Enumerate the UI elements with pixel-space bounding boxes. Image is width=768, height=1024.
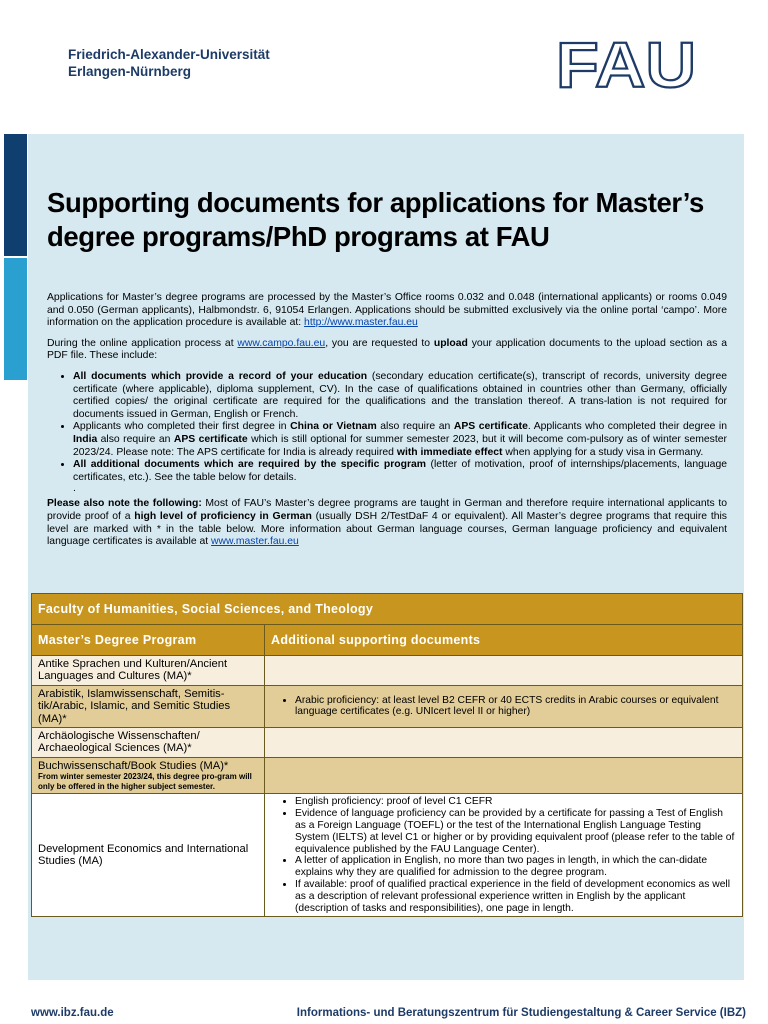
fau-logo — [556, 38, 696, 90]
list-item: • A letter of application in English, no more than two pages in length, in which the can-didate explains why they are qualified for admission to the degree program. — [295, 855, 736, 879]
table-row — [32, 685, 743, 727]
master-link[interactable]: http://www.master.fau.eu — [304, 317, 418, 329]
program-name: Antike Sprachen und Kulturen/Ancient Languages and Cultures (MA)* — [32, 656, 265, 686]
university-name-line2: Erlangen-Nürnberg — [68, 64, 192, 79]
list-item: • Applicants who completed their first degree in China or Vietnam also require an APS certificate. Applicants who completed their degree in India also require an APS certificate which is still optional for summer semester 2023, but it will become com-pulsory as of winter semester 2023/24. Please note: The APS certificate for India is already required with immediate effect when applying for a study visa in Germany. — [73, 421, 727, 459]
campo-link[interactable]: www.campo.fau.eu — [237, 337, 326, 349]
table-row — [32, 728, 743, 758]
list-item: • Arabic proficiency: at least level B2 CEFR or 40 ECTS credits in Arabic courses or equivalent language certificates (e.g. UNIcert level II or higher) — [295, 695, 736, 719]
list-item: • Evidence of language proficiency can be provided by a certificate for passing a Test of English as a Foreign Language (TOEFL) or the test of the International English Language Testing System (IELTS) at level C1 or higher or by providing equivalent proof (please refer to the table of equivalence published by the FAU Language Center). — [295, 808, 736, 855]
program-note: From winter semester 2023/24, this degree pro-gram will only be offered in the higher subject semester. — [38, 772, 252, 791]
intro-paragraph-2: During the online application process at www.campo.fau.eu, you are requested to upload your application documents to the upload section as a PDF file. These include: — [47, 337, 727, 362]
list-item: • English proficiency: proof of level C1 CEFR — [295, 796, 736, 808]
programs-table — [31, 593, 743, 917]
accent-stripe-navy — [4, 134, 27, 256]
table-row — [32, 757, 743, 794]
column-header-documents: Additional supporting documents — [265, 625, 743, 656]
program-documents — [265, 656, 743, 686]
trailing-dot: . — [73, 483, 76, 495]
body-text — [47, 292, 727, 557]
column-header-program: Master’s Degree Program — [32, 625, 265, 656]
svg-text:FAU: FAU — [556, 38, 696, 90]
master-fau-link[interactable]: www.master.fau.eu — [211, 536, 299, 548]
university-name — [68, 46, 270, 80]
program-name: Archäologische Wissenschaften/ Archaeological Sciences (MA)* — [32, 728, 265, 758]
table-header-row — [32, 625, 743, 656]
program-documents — [265, 794, 743, 917]
table-row — [32, 656, 743, 686]
accent-stripe-cyan — [4, 258, 27, 380]
footer-website[interactable]: www.ibz.fau.de — [31, 1007, 114, 1019]
intro-paragraph-1: Applications for Master’s degree programs are processed by the Master’s Office rooms 0.032 and 0.048 (international applicants) or rooms 0.049 and 0.050 (German applicants), Halbmondstr. 6, 91054 Erlangen. Applications should be submitted exclusively via the online portal ‘campo’. More information on the application procedure is available at: http://www.master.fau.eu — [47, 292, 727, 329]
university-name-line1: Friedrich-Alexander-Universität — [68, 47, 270, 62]
list-item: • All additional documents which are required by the specific program (letter of motivation, proof of internships/placements, language certificates, etc.). See the table below for details. — [73, 459, 727, 484]
table-row — [32, 794, 743, 917]
documents-list — [47, 371, 727, 484]
program-documents — [265, 728, 743, 758]
program-documents — [265, 757, 743, 794]
program-documents — [265, 685, 743, 727]
page-title: Supporting documents for applications for Master’s degree programs/PhD programs at FAU — [47, 187, 704, 252]
list-item: • If available: proof of qualified practical experience in the field of development economics as well as a description of relevant professional experience written in English by the applicant (description of tasks and responsibilities), one page in length. — [295, 879, 736, 914]
program-name: Arabistik, Islamwissenschaft, Semitis-tik/Arabic, Islamic, and Semitic Studies (MA)* — [32, 685, 265, 727]
footer-center-name: Informations- und Beratungszentrum für Studiengestaltung & Career Service (IBZ) — [296, 1007, 746, 1019]
note-paragraph: Please also note the following: Most of FAU’s Master’s degree programs are taught in German and therefore require international applicants to provide proof of a high level of proficiency in German (usually DSH 2/TestDaF 4 or equivalent). All Master’s degree programs that require this level are marked with * in the table below. More information about German language courses, German language proficiency and equivalent language certificates is available at www.master.fau.eu — [47, 498, 727, 548]
faculty-header: Faculty of Humanities, Social Sciences, and Theology — [32, 594, 743, 625]
list-item: • All documents which provide a record of your education (secondary education certificate(s), transcript of records, university degree certificate (where applicable), diploma supplement, CV). In the case of qualifications obtained in countries other than Germany, officially certified copies/ the original certificate are required for the qualifications and the translation thereof. A trans-lation is not required for documents issued in German, English or French. — [73, 371, 727, 421]
program-name: Development Economics and International Studies (MA) — [32, 794, 265, 917]
program-name: Buchwissenschaft/Book Studies (MA)* From winter semester 2023/24, this degree pro-gram will only be offered in the higher subject semester. — [32, 757, 265, 794]
